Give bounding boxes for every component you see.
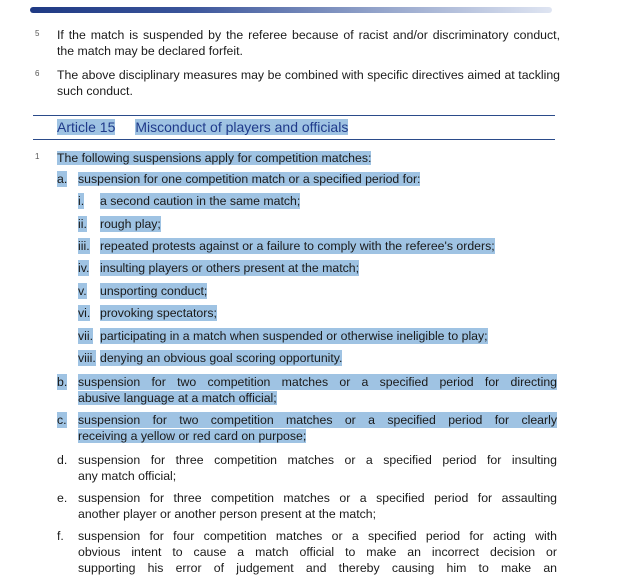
sub-item-text: insulting players or others present at the match; bbox=[100, 261, 360, 275]
article-heading bbox=[57, 118, 348, 137]
paragraph-text: The above disciplinary measures may be combined with specific directives aimed at tackling such conduct. bbox=[57, 68, 560, 98]
paragraph-text: The following suspensions apply for competition matches: bbox=[57, 151, 372, 165]
sub-item-label: iv. bbox=[78, 261, 90, 275]
sub-item-text: a second caution in the same match; bbox=[100, 194, 301, 208]
paragraph-number: 6 bbox=[35, 69, 40, 78]
item-label: f. bbox=[57, 529, 64, 543]
item-text-line: abusive language at a match official; bbox=[78, 391, 277, 405]
header-gradient-bar bbox=[30, 7, 552, 13]
item-label: e. bbox=[57, 491, 68, 505]
heading-rule-bottom bbox=[33, 139, 555, 140]
paragraph-6 bbox=[35, 67, 560, 99]
sub-item-label: vii. bbox=[78, 329, 94, 343]
item-text-line: suspension for three competition matches or a specified period for assaulting bbox=[78, 491, 557, 505]
item-text-line: suspension for two competition matches or a specified period for directing bbox=[78, 375, 557, 389]
paragraph-text: If the match is suspended by the referee because of racist and/or discriminatory conduct, the match may be declared forfeit. bbox=[57, 28, 560, 58]
item-text-line: receiving a yellow or red card on purpose; bbox=[78, 429, 307, 443]
item-text-line: another player or another person present at the match; bbox=[78, 507, 377, 521]
paragraph-number: 1 bbox=[35, 152, 40, 161]
sub-item-label: iii. bbox=[78, 239, 90, 253]
sub-item-text: participating in a match when suspended or otherwise ineligible to play; bbox=[100, 329, 488, 343]
item-label: a. bbox=[57, 172, 68, 186]
item-text-line: suspension for four competition matches or a specified period for acting with bbox=[78, 529, 557, 543]
sub-item-text: unsporting conduct; bbox=[100, 284, 208, 298]
paragraph-5 bbox=[35, 27, 560, 59]
sub-item-text: repeated protests against or a failure to comply with the referee's orders; bbox=[100, 239, 495, 253]
sub-item-text: denying an obvious goal scoring opportunity. bbox=[100, 351, 343, 365]
sub-item-label: ii. bbox=[78, 217, 87, 231]
article-number: Article 15 bbox=[57, 119, 116, 135]
heading-rule-top bbox=[33, 115, 555, 116]
sub-item-label: viii. bbox=[78, 351, 96, 365]
paragraph-1 bbox=[35, 150, 560, 166]
item-text-line: suspension for two competition matches or a specified period for clearly bbox=[78, 413, 557, 427]
sub-item-text: rough play; bbox=[100, 217, 161, 231]
item-label: d. bbox=[57, 453, 68, 467]
item-text-line: any match official; bbox=[78, 469, 177, 483]
item-text: suspension for one competition match or a specified period for: bbox=[78, 172, 421, 186]
item-text-line: suspension for three competition matches or a specified period for insulting bbox=[78, 453, 557, 467]
paragraph-number: 5 bbox=[35, 29, 40, 38]
sub-item-label: v. bbox=[78, 284, 87, 298]
sub-item-label: i. bbox=[78, 194, 85, 208]
item-text-line: obvious intent to cause a match official to make an incorrect decision or bbox=[78, 545, 557, 559]
item-text-line: supporting his error of judgement and thereby causing him to make an bbox=[78, 561, 557, 575]
sub-item-text: provoking spectators; bbox=[100, 306, 217, 320]
article-title: Misconduct of players and officials bbox=[135, 119, 349, 135]
item-label: b. bbox=[57, 375, 68, 389]
sub-item-label: vi. bbox=[78, 306, 91, 320]
item-label: c. bbox=[57, 413, 67, 427]
